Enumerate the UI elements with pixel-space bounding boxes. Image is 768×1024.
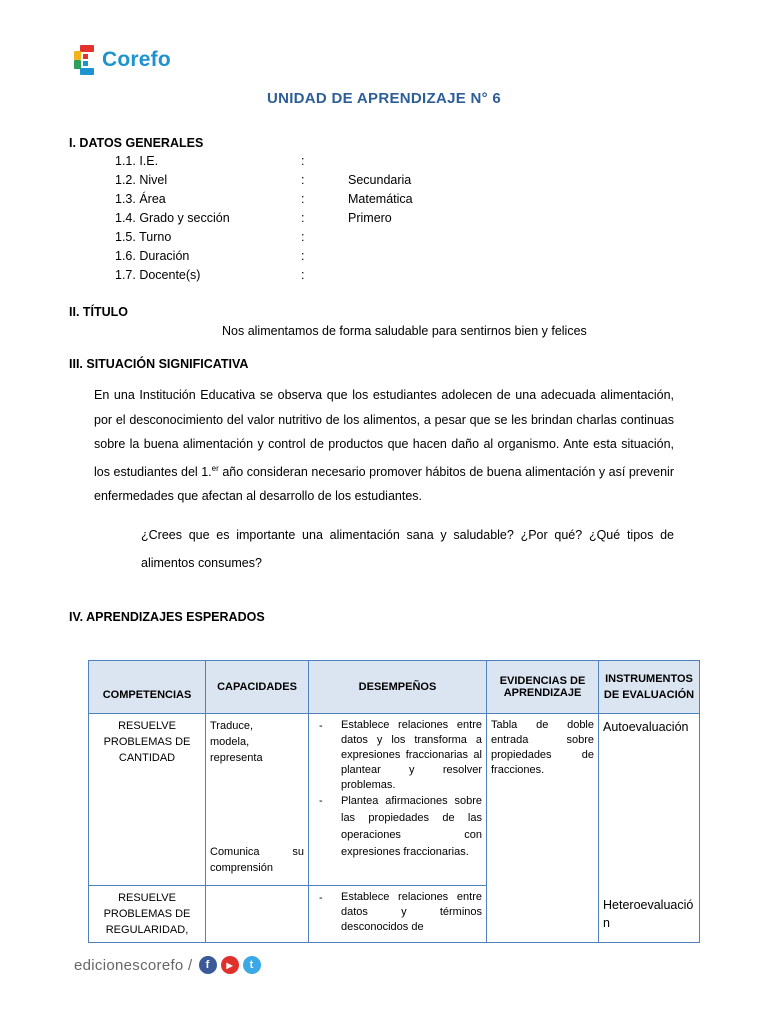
table-row	[89, 714, 700, 886]
section-aprendizajes-heading: IV. APRENDIZAJES ESPERADOS	[69, 610, 265, 624]
datos-label: 1.6. Duración	[115, 249, 190, 263]
situacion-superscript: er	[211, 463, 219, 473]
desempeno-text: Establece relaciones entre datos y términos desconocidos de	[341, 891, 482, 933]
footer-social	[74, 956, 261, 974]
unit-title-text: Nos alimentamos de forma saludable para sentirnos bien y felices	[222, 324, 587, 338]
datos-colon: :	[301, 249, 305, 263]
situacion-text-a: En una Institución Educativa se observa que los estudiantes adolecen de una adecuada alimentación, por el desconocimiento del valor nutritivo de los alimentos, a pesar que se les brindan charlas continuas sobre la buena alimentación y control de productos que hacen daño al organismo. Ante esta situación, los estudiantes del 1.	[94, 388, 674, 479]
datos-row-grado	[0, 211, 768, 230]
header-desempenos: DESEMPEÑOS	[309, 661, 487, 714]
datos-colon: :	[301, 192, 305, 206]
datos-row-area	[0, 192, 768, 211]
datos-value: Primero	[348, 211, 392, 225]
footer-handle: edicionescorefo /	[74, 956, 193, 974]
situacion-paragraph	[94, 383, 674, 509]
header-instrumentos: INSTRUMENTOS DE EVALUACIÓN	[599, 661, 700, 714]
instrumento-autoevaluacion: Autoevaluación	[603, 720, 689, 734]
capacidad-traduce: Traduce, modela, representa	[210, 720, 263, 764]
dash-marker: -	[319, 892, 323, 904]
document-title: UNIDAD DE APRENDIZAJE N° 6	[266, 90, 502, 107]
brand-name: Corefo	[102, 48, 171, 71]
facebook-icon[interactable]: f	[199, 956, 217, 974]
datos-colon: :	[301, 268, 305, 282]
datos-row-ie	[0, 154, 768, 173]
datos-label: 1.3. Área	[115, 192, 166, 206]
datos-value: Matemática	[348, 192, 413, 206]
desempeno-item	[313, 793, 482, 861]
datos-label: 1.7. Docente(s)	[115, 268, 201, 282]
desempeno-item	[313, 890, 482, 935]
corefo-logo-icon	[74, 45, 98, 75]
datos-colon: :	[301, 211, 305, 225]
datos-row-nivel	[0, 173, 768, 192]
cell-desempenos	[309, 886, 487, 943]
header-capacidades: CAPACIDADES	[206, 661, 309, 714]
header-competencias: COMPETENCIAS	[89, 661, 206, 714]
dash-marker: -	[319, 795, 323, 807]
header-evidencias: EVIDENCIAS DE APRENDIZAJE	[487, 661, 599, 714]
cell-instrumentos	[599, 714, 700, 943]
capacidad-comunica: Comunica su comprensión	[210, 846, 304, 874]
datos-value: Secundaria	[348, 173, 412, 187]
datos-colon: :	[301, 173, 305, 187]
section-titulo-heading: II. TÍTULO	[69, 305, 129, 319]
guiding-question: ¿Crees que es importante una alimentación sana y saludable? ¿Por qué? ¿Qué tipos de alimentos consumes?	[141, 528, 674, 570]
situacion-text-b: año consideran necesario promover hábitos de buena alimentación y así prevenir enfermedades que afectan al desarrollo de los estudiantes.	[94, 464, 674, 504]
instrumento-heteroevaluacion: Heteroevaluación	[603, 898, 694, 930]
desempeno-text: Plantea afirmaciones sobre las propiedades de las operaciones con expresiones fraccionarias.	[341, 795, 482, 858]
cell-competencia: RESUELVE PROBLEMAS DE CANTIDAD	[89, 714, 206, 886]
twitter-icon[interactable]: t	[243, 956, 261, 974]
datos-colon: :	[301, 154, 305, 168]
corefo-logo	[74, 44, 171, 76]
dash-marker: -	[319, 720, 323, 732]
aprendizajes-table	[88, 660, 700, 943]
datos-colon: :	[301, 230, 305, 244]
datos-label: 1.5. Turno	[115, 230, 172, 244]
cell-capacidades-empty	[206, 886, 309, 943]
cell-evidencias: Tabla de doble entrada sobre propiedades de fracciones.	[487, 714, 599, 943]
datos-row-docente	[0, 268, 768, 287]
section-datos-generales-heading: I. DATOS GENERALES	[69, 136, 204, 150]
youtube-icon[interactable]: ▶	[221, 956, 239, 974]
datos-row-duracion	[0, 249, 768, 268]
datos-generales-list	[0, 154, 768, 287]
table-header-row	[89, 661, 700, 714]
section-situacion-heading: III. SITUACIÓN SIGNIFICATIVA	[69, 357, 249, 371]
datos-row-turno	[0, 230, 768, 249]
desempeno-item	[313, 718, 482, 793]
cell-capacidades	[206, 714, 309, 886]
datos-label: 1.4. Grado y sección	[115, 211, 230, 225]
cell-desempenos	[309, 714, 487, 886]
datos-label: 1.1. I.E.	[115, 154, 159, 168]
cell-competencia: RESUELVE PROBLEMAS DE REGULARIDAD,	[89, 886, 206, 943]
datos-label: 1.2. Nivel	[115, 173, 168, 187]
desempeno-text: Establece relaciones entre datos y los transforma a expresiones fraccionarias al plantear y resolver problemas.	[341, 719, 482, 791]
